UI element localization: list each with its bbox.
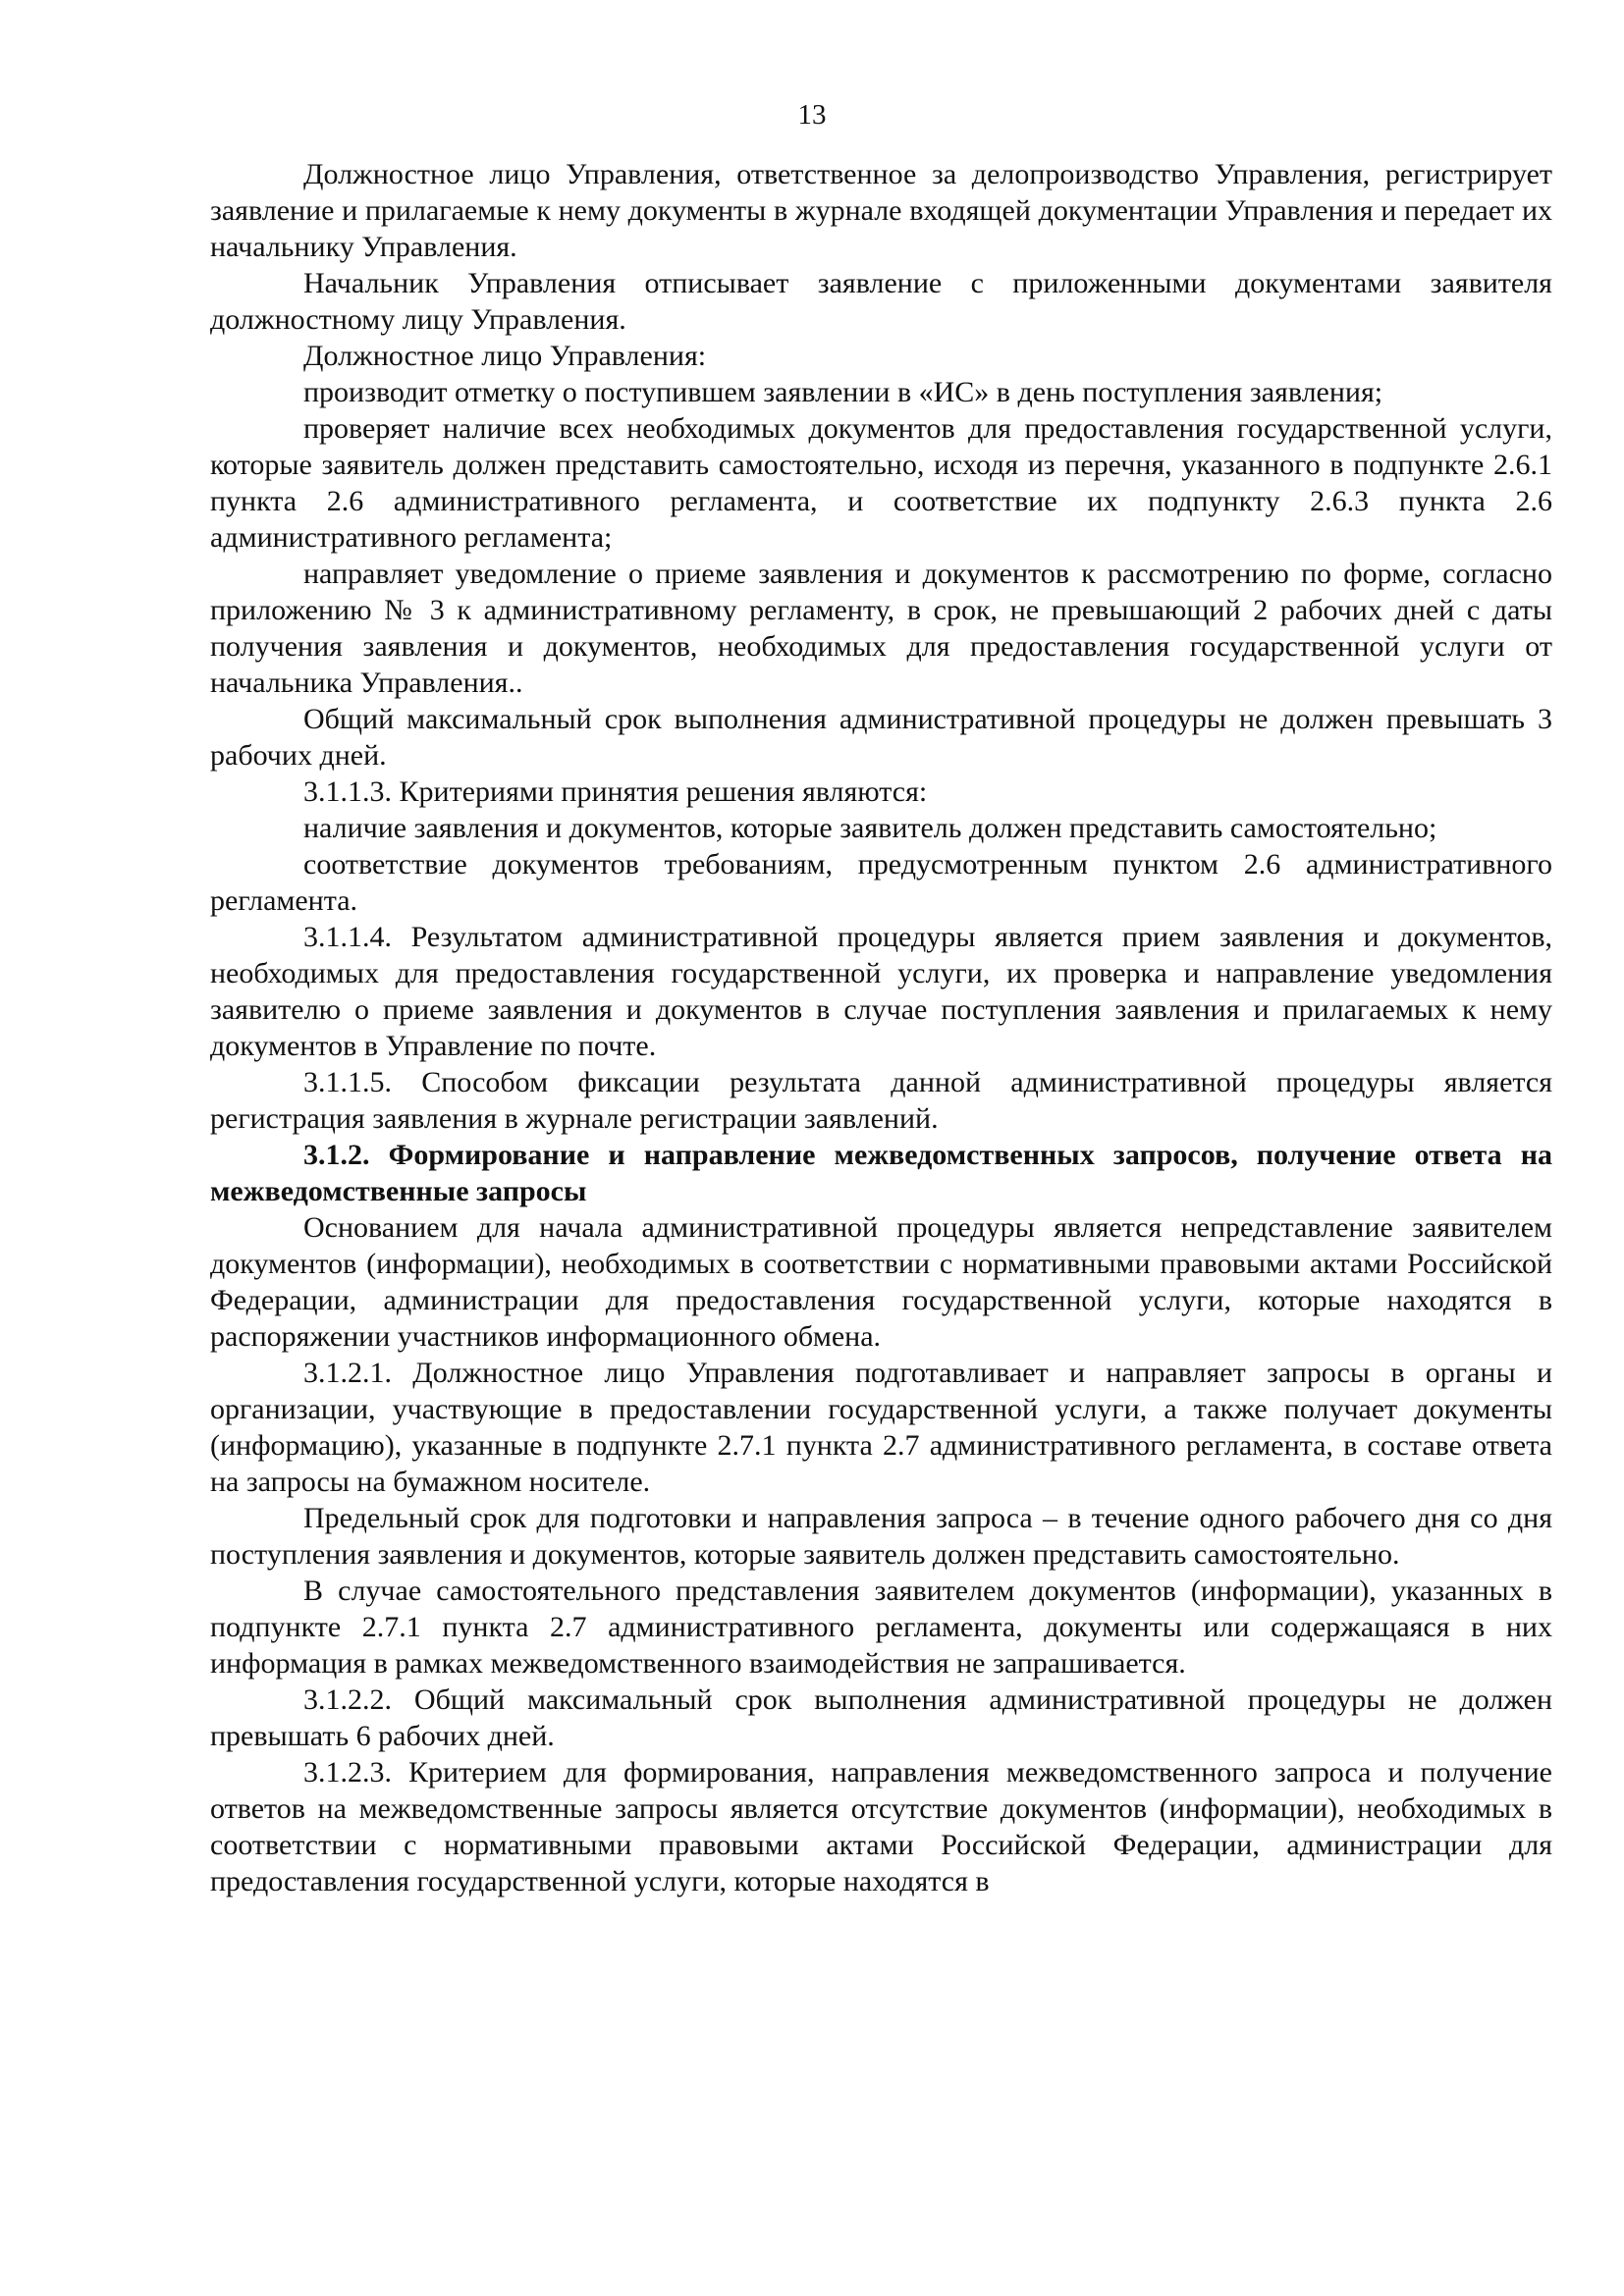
paragraph: 3.1.1.5. Способом фиксации результата данной административной процедуры является регистрация заявления в журнале регистрации заявлений. bbox=[210, 1066, 1552, 1135]
paragraph: 3.1.1.3. Критериями принятия решения являются: bbox=[303, 775, 928, 808]
paragraph: 3.1.2.1. Должностное лицо Управления подготавливает и направляет запросы в органы и организации, участвующие в предоставлении государственной услуги, а также получает документы (информацию), указанные в подпункте 2.7.1 пункта 2.7 административного регламента, в составе ответа на запросы на бумажном носителе. bbox=[210, 1357, 1552, 1498]
paragraph: 3.1.1.4. Результатом административной процедуры является прием заявления и документов, необходимых для предоставления государственной услуги, их проверка и направление уведомления заявителю о приеме заявления и документов в случае поступления заявления и прилагаемых к нему документов в Управление по почте. bbox=[210, 921, 1552, 1062]
paragraph: 3.1.2.2. Общий максимальный срок выполнения административной процедуры не должен превышать 6 рабочих дней. bbox=[210, 1683, 1552, 1752]
paragraph: Должностное лицо Управления: bbox=[303, 340, 707, 372]
paragraph: наличие заявления и документов, которые заявитель должен представить самостоятельно; bbox=[303, 812, 1437, 844]
paragraph: производит отметку о поступившем заявлении в «ИС» в день поступления заявления; bbox=[303, 376, 1383, 408]
paragraph: Общий максимальный срок выполнения административной процедуры не должен превышать 3 рабочих дней. bbox=[210, 703, 1552, 772]
paragraph: Начальник Управления отписывает заявление с приложенными документами заявителя должностному лицу Управления. bbox=[210, 267, 1552, 336]
paragraph: Должностное лицо Управления, ответственное за делопроизводство Управления, регистрирует заявление и прилагаемые к нему документы в журнале входящей документации Управления и передает их начальнику Управления. bbox=[210, 158, 1552, 263]
page-number: 13 bbox=[797, 99, 827, 131]
paragraph: проверяет наличие всех необходимых документов для предоставления государственной услуги, которые заявитель должен представить самостоятельно, исходя из перечня, указанного в подпункте 2.6.1 пункта 2.6 административного регламента, и соответствие их подпункту 2.6.3 пункта 2.6 административного регламента; bbox=[210, 412, 1552, 554]
paragraph: направляет уведомление о приеме заявления и документов к рассмотрению по форме, согласно приложению № 3 к административному регламенту, в срок, не превышающий 2 рабочих дней с даты получения заявления и документов, необходимых для предоставления государственной услуги от начальника Управления.. bbox=[210, 558, 1552, 699]
paragraph: 3.1.2.3. Критерием для формирования, направления межведомственного запроса и получение ответов на межведомственные запросы является отсутствие документов (информации), необходимых в соответствии с нормативными правовыми актами Российской Федерации, администрации для предоставления государственной услуги, которые находятся в bbox=[210, 1756, 1552, 1897]
document-body bbox=[210, 156, 1552, 1899]
paragraph: В случае самостоятельного представления заявителем документов (информации), указанных в подпункте 2.7.1 пункта 2.7 административного регламента, документы или содержащаяся в них информация в рамках межведомственного взаимодействия не запрашивается. bbox=[210, 1575, 1552, 1680]
section-heading: 3.1.2. Формирование и направление межведомственных запросов, получение ответа на межведомственные запросы bbox=[210, 1139, 1552, 1207]
paragraph: Основанием для начала административной процедуры является непредставление заявителем документов (информации), необходимых в соответствии с нормативными правовыми актами Российской Федерации, администрации для предоставления государственной услуги, которые находятся в распоряжении участников информационного обмена. bbox=[210, 1211, 1552, 1353]
paragraph: Предельный срок для подготовки и направления запроса – в течение одного рабочего дня со дня поступления заявления и документов, которые заявитель должен представить самостоятельно. bbox=[210, 1502, 1552, 1571]
paragraph: соответствие документов требованиям, предусмотренным пунктом 2.6 административного регламента. bbox=[210, 848, 1552, 917]
